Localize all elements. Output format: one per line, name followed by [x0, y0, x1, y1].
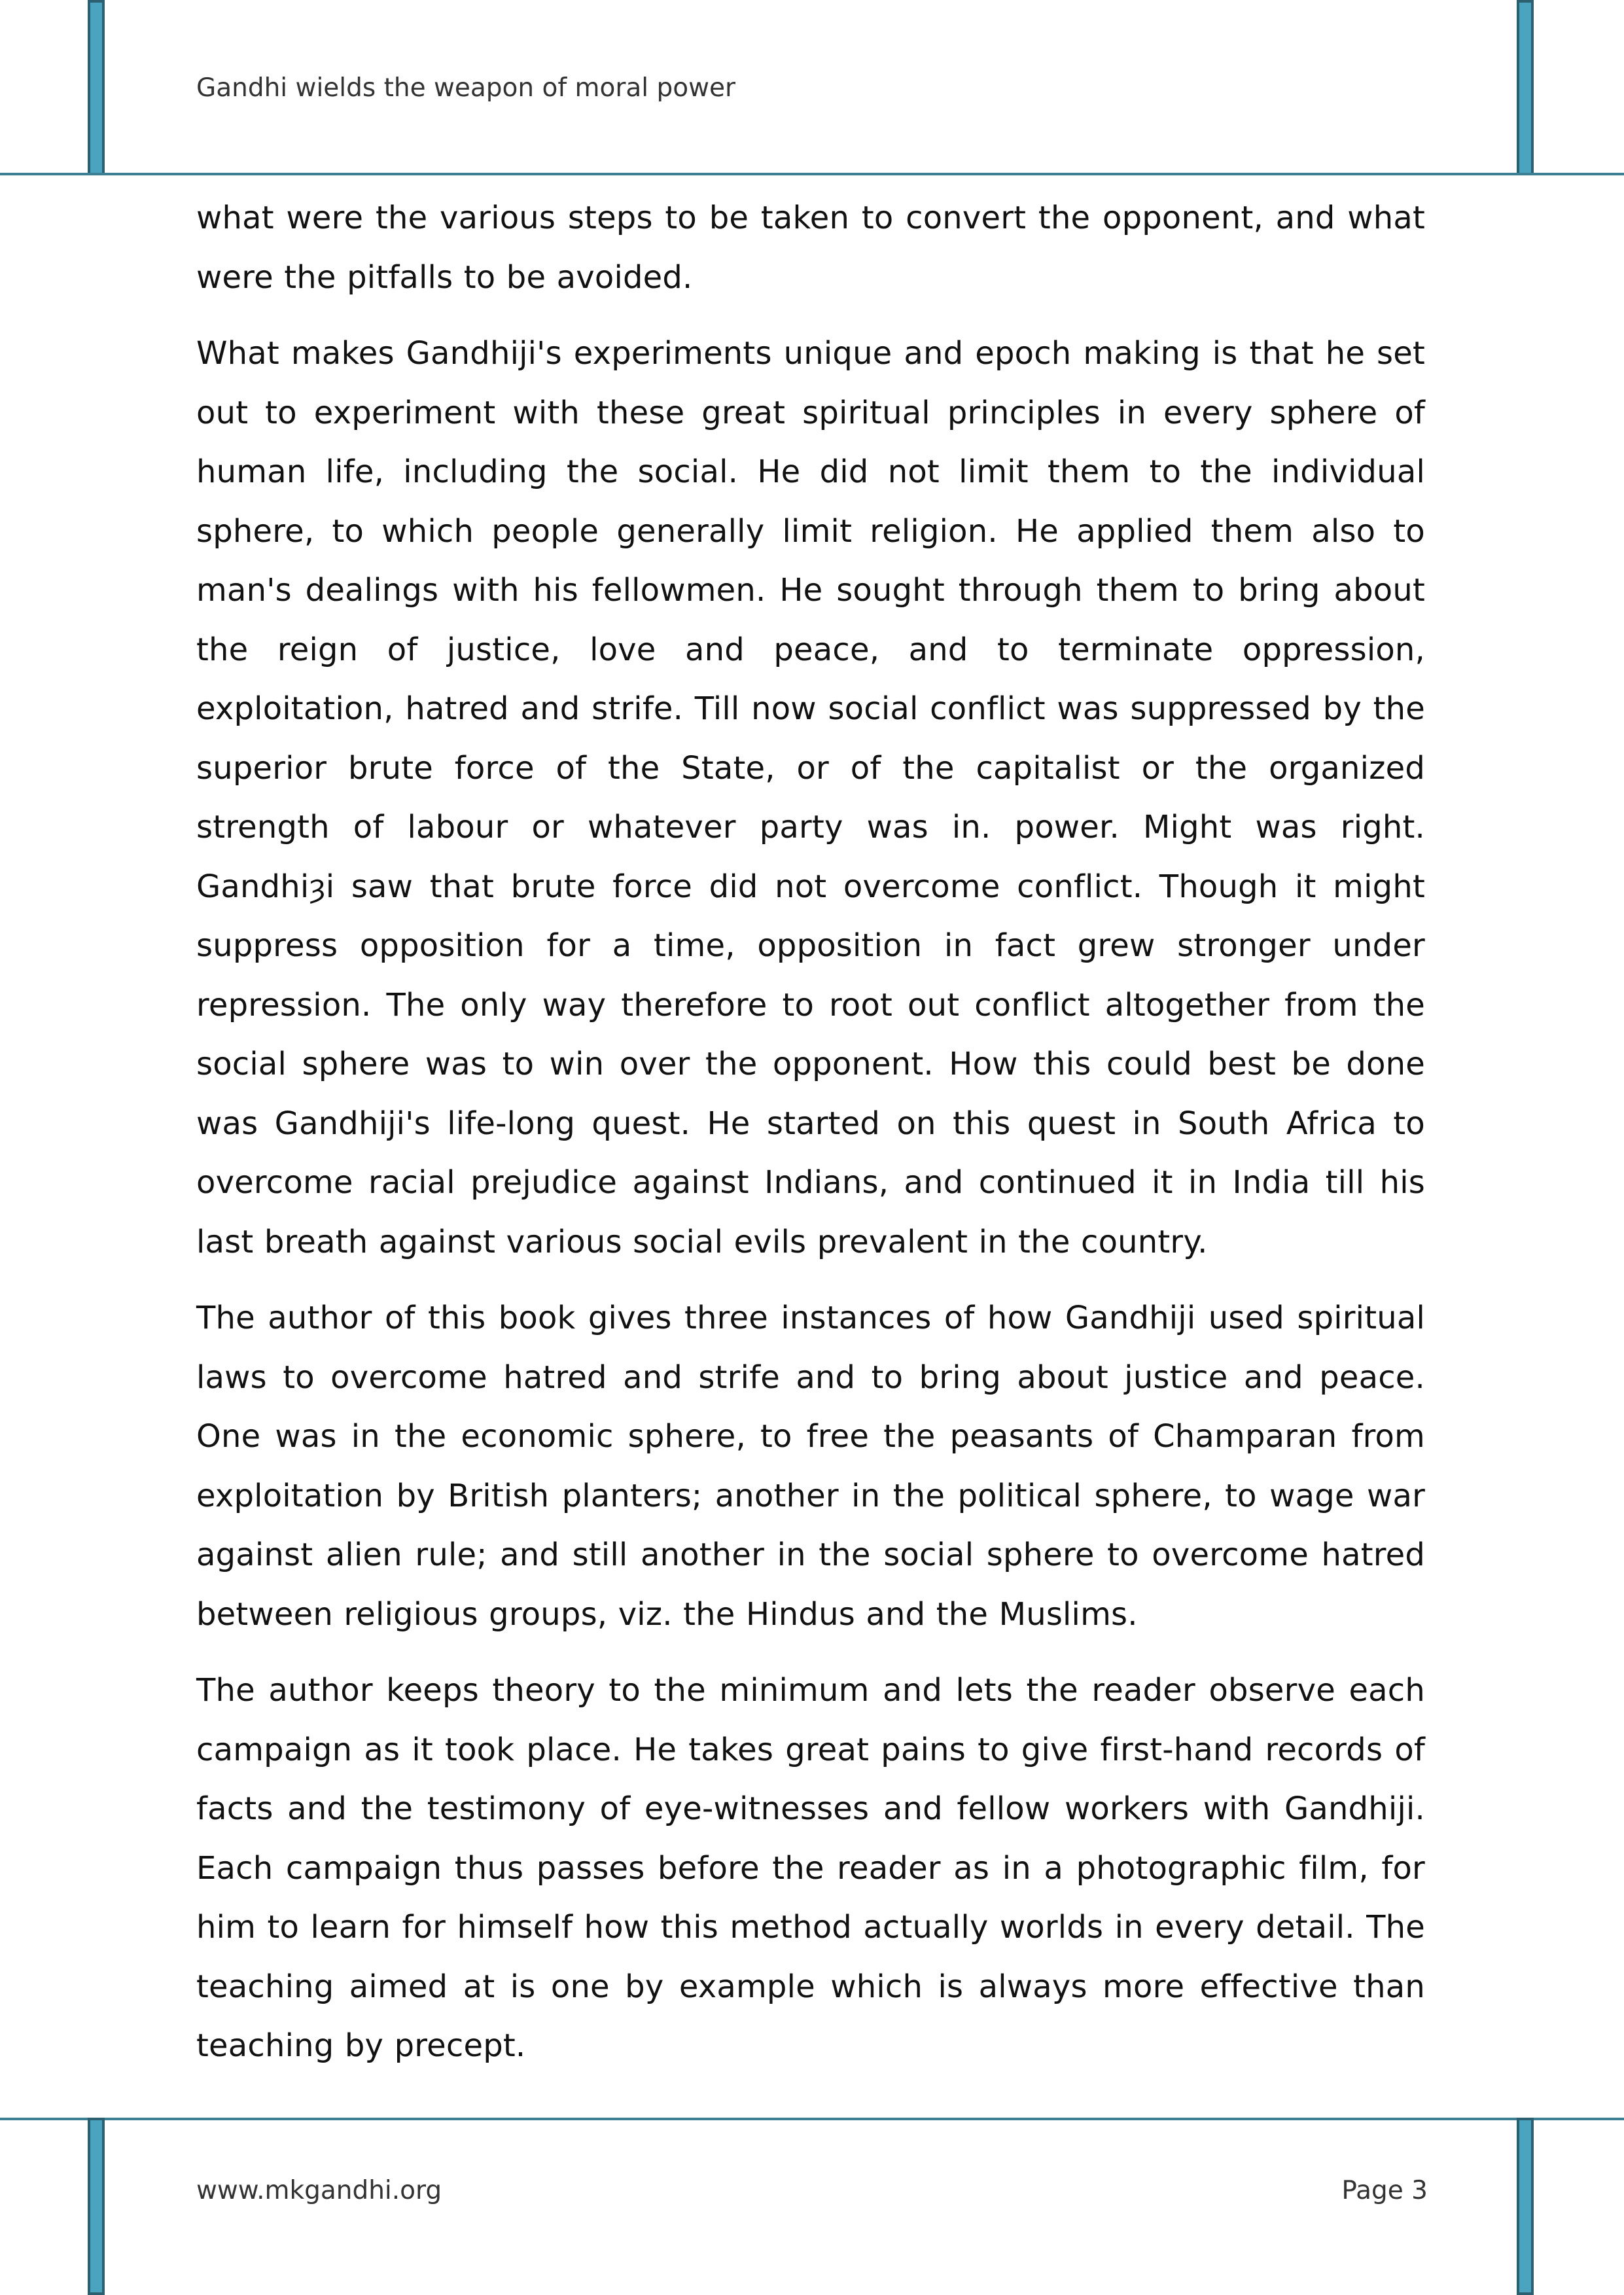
header-rule [0, 173, 1624, 175]
footer-rule [0, 2118, 1624, 2120]
page-number: Page 3 [1341, 2176, 1428, 2205]
footer-url: www.mkgandhi.org [196, 2176, 442, 2205]
header-title: Gandhi wields the weapon of moral power [196, 73, 736, 103]
header-left-bar [88, 0, 105, 175]
header-right-bar [1517, 0, 1534, 175]
paragraph-1: what were the various steps to be taken to convert the opponent, and what were the pitfalls to be avoided. [196, 200, 1425, 296]
paragraph-2: What makes Gandhiji's experiments unique and epoch making is that he set out to experiment with these great spiritual principles in every sphere of human life, including the social. He did not limit them to the individual sphere, to which people generally limit religion. He applied them also to man's dealings with his fellowmen. He sought through them to bring about the reign of justice, love and peace, and to terminate oppression, exploitation, hatred and strife. Till now social conflict was suppressed by the superior brute force of the State, or of the capitalist or the organized strength of labour or whatever party was in. power. Might was right. Gandhiȝi saw that brute force did not overcome conflict. Though it might suppress opposition for a time, opposition in fact grew stronger under repression. The only way therefore to root out conflict altogether from the social sphere was to win over the opponent. How this could best be done was Gandhiji's life-long quest. He started on this quest in South Africa to overcome racial prejudice against Indians, and continued it in India till his last breath against various social evils prevalent in the country. [196, 335, 1425, 1260]
paragraph-4: The author keeps theory to the minimum and lets the reader observe each campaign as it took place. He takes great pains to give first-hand records of facts and the testimony of eye-witnesses and fellow workers with Gandhiji. Each campaign thus passes before the reader as in a photographic film, for him to learn for himself how this method actually worlds in every detail. The teaching aimed at is one by example which is always more effective than teaching by precept. [196, 1672, 1425, 2064]
footer-left-bar [88, 2118, 105, 2295]
page-content [196, 188, 1425, 2093]
footer-right-bar [1517, 2118, 1534, 2295]
paragraph-3: The author of this book gives three instances of how Gandhiji used spiritual laws to overcome hatred and strife and to bring about justice and peace. One was in the economic sphere, to free the peasants of Champaran from exploitation by British planters; another in the political sphere, to wage war against alien rule; and still another in the social sphere to overcome hatred between religious groups, viz. the Hindus and the Muslims. [196, 1300, 1425, 1633]
